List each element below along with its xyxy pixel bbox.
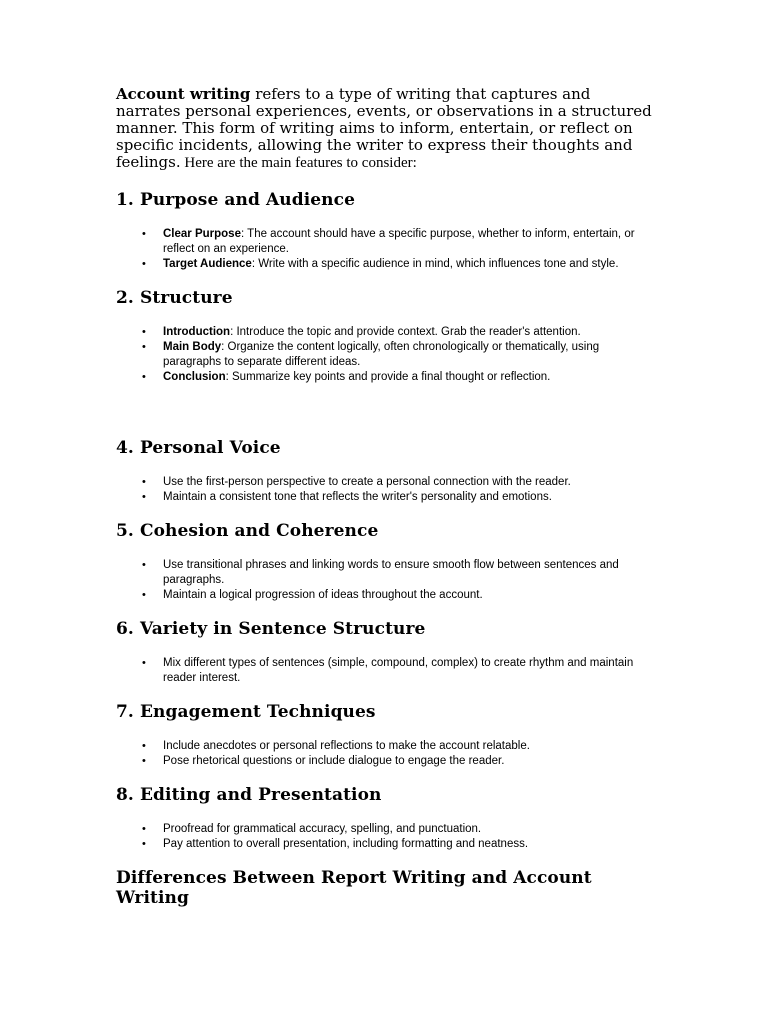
bullet-icon: • xyxy=(142,491,146,503)
list-item-text: : Introduce the topic and provide context. Grab the reader's attention. xyxy=(230,326,581,338)
section-heading: 8. Editing and Presentation xyxy=(116,785,382,805)
section-heading: 4. Personal Voice xyxy=(116,438,281,458)
list-item-text: Use the first-person perspective to create a personal connection with the reader. xyxy=(163,476,571,488)
list-item-text: : Summarize key points and provide a final thought or reflection. xyxy=(225,371,551,383)
list-item-text: : The account should have a specific purpose, whether to inform, entertain, or reflect on an experience. xyxy=(163,228,635,255)
bullet-icon: • xyxy=(142,371,146,383)
list-item xyxy=(116,370,656,385)
intro-body: refers to a type of writing that captures and narrates personal experiences, events, or observations in a structured manner. This form of writing aims to inform, entertain, or reflect on specific incidents, allowing the writer to express their thoughts and feelings. xyxy=(116,85,652,171)
list-item-term: Conclusion xyxy=(163,371,226,383)
bullet-list xyxy=(116,325,656,385)
list-item xyxy=(116,257,656,272)
list-item xyxy=(116,227,656,257)
list-item-text: Use transitional phrases and linking words to ensure smooth flow between sentences and paragraphs. xyxy=(163,559,619,586)
intro-lead-term: Account writing xyxy=(116,85,251,103)
list-item-text: Maintain a logical progression of ideas throughout the account. xyxy=(163,589,483,601)
list-item-term: Clear Purpose xyxy=(163,228,241,240)
bullet-icon: • xyxy=(142,823,146,835)
bullet-icon: • xyxy=(142,838,146,850)
list-item-term: Introduction xyxy=(163,326,231,338)
bullet-icon: • xyxy=(142,740,146,752)
list-item xyxy=(116,656,656,686)
list-item-text: : Write with a specific audience in mind, which influences tone and style. xyxy=(251,258,619,270)
list-item xyxy=(116,475,656,490)
bullet-icon: • xyxy=(142,657,146,669)
section-heading: 5. Cohesion and Coherence xyxy=(116,521,379,541)
bullet-icon: • xyxy=(142,476,146,488)
list-item-text: : Organize the content logically, often chronologically or thematically, using paragraphs to separate different ideas. xyxy=(163,341,600,368)
bullet-icon: • xyxy=(142,341,146,353)
section-heading: 7. Engagement Techniques xyxy=(116,702,376,722)
bullet-list xyxy=(116,822,656,852)
bullet-list xyxy=(116,227,656,272)
list-item xyxy=(116,754,656,769)
differences-heading: Differences Between Report Writing and Account Writing xyxy=(116,868,592,908)
bullet-icon: • xyxy=(142,258,146,270)
document-page xyxy=(116,86,656,908)
bullet-list xyxy=(116,475,656,505)
bullet-list xyxy=(116,739,656,769)
bullet-icon: • xyxy=(142,228,146,240)
list-item xyxy=(116,558,656,588)
list-item xyxy=(116,588,656,603)
list-item-text: Pose rhetorical questions or include dialogue to engage the reader. xyxy=(163,755,505,767)
list-item-term: Target Audience xyxy=(163,258,252,270)
list-item xyxy=(116,837,656,852)
list-item-text: Maintain a consistent tone that reflects the writer's personality and emotions. xyxy=(163,491,552,503)
list-item-text: Mix different types of sentences (simple, compound, complex) to create rhythm and maintain reader interest. xyxy=(163,657,634,684)
list-item-text: Proofread for grammatical accuracy, spelling, and punctuation. xyxy=(163,823,482,835)
list-item xyxy=(116,340,656,370)
list-item xyxy=(116,739,656,754)
intro-tail: Here are the main features to consider: xyxy=(180,155,417,171)
bullet-icon: • xyxy=(142,589,146,601)
intro-paragraph xyxy=(116,86,656,172)
list-item xyxy=(116,490,656,505)
bullet-icon: • xyxy=(142,326,146,338)
section-heading: 6. Variety in Sentence Structure xyxy=(116,619,426,639)
bullet-icon: • xyxy=(142,559,146,571)
list-item xyxy=(116,822,656,837)
list-item-term: Main Body xyxy=(163,341,222,353)
section-heading: 2. Structure xyxy=(116,288,233,308)
bullet-list xyxy=(116,656,656,686)
bullet-list xyxy=(116,558,656,603)
list-item xyxy=(116,325,656,340)
section-heading: 1. Purpose and Audience xyxy=(116,190,356,210)
list-item-text: Include anecdotes or personal reflections to make the account relatable. xyxy=(163,740,530,752)
list-item-text: Pay attention to overall presentation, including formatting and neatness. xyxy=(163,838,529,850)
bullet-icon: • xyxy=(142,755,146,767)
